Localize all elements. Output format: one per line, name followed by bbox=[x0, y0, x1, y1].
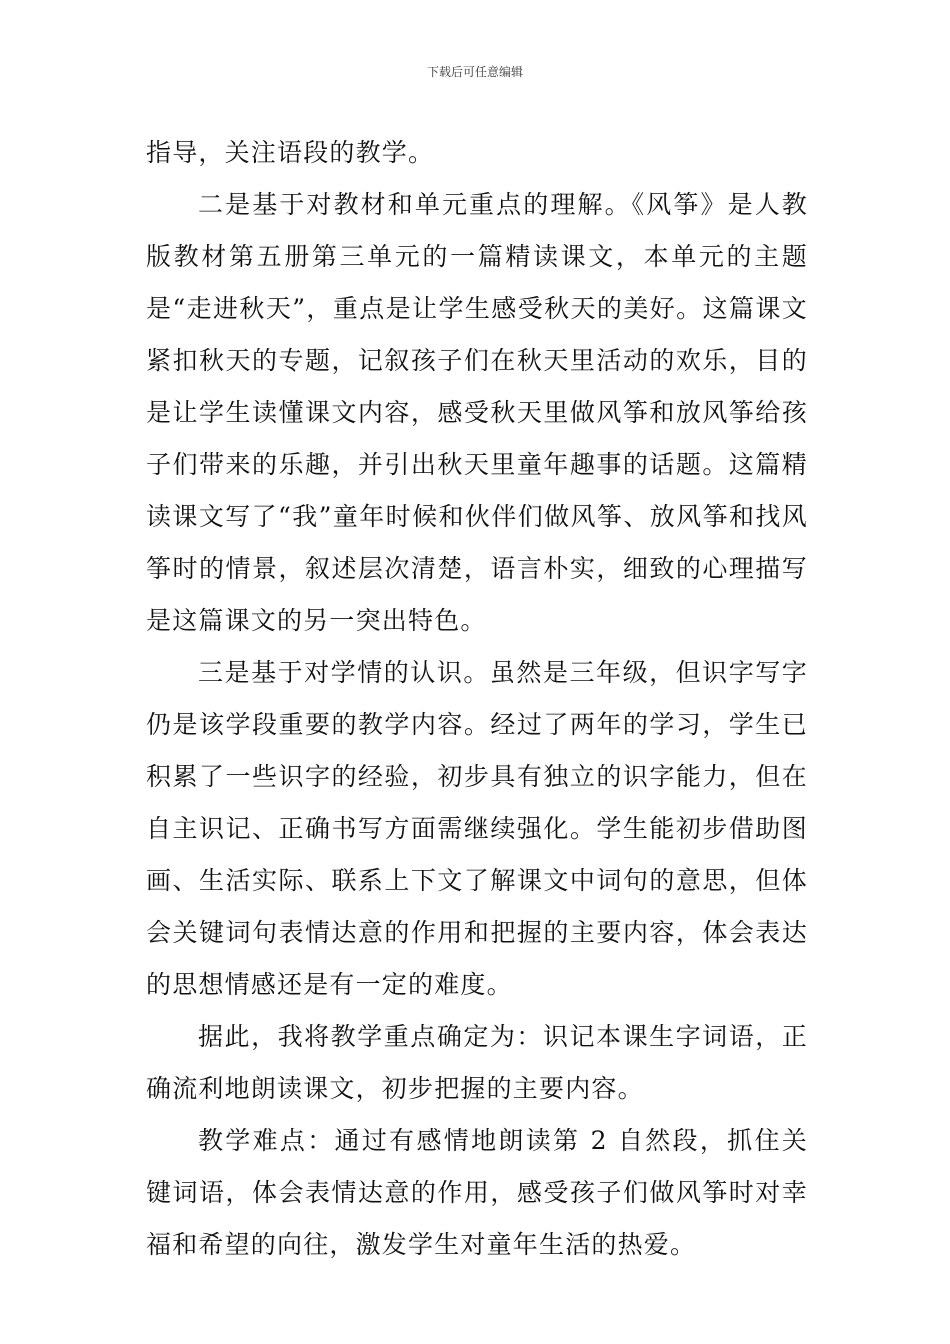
paragraph-textbook-analysis: 二是基于对教材和单元重点的理解。《风筝》是人教版教材第五册第三单元的一篇精读课文，本单元的主题是“走进秋天”，重点是让学生感受秋天的美好。这篇课文紧扣秋天的专题，记叙孩子们在秋天里活动的欢乐，目的是让学生读懂课文内容，感受秋天里做风筝和放风筝给孩子们带来的乐趣，并引出秋天里童年趣事的话题。这篇精读课文写了“我”童年时候和伙伴们做风筝、放风筝和找风筝时的情景，叙述层次清楚，语言朴实，细致的心理描写是这篇课文的另一突出特色。 bbox=[146, 190, 808, 635]
page-header: 下载后可任意编辑 bbox=[426, 65, 523, 79]
paragraph-continuation: 指导，关注语段的教学。 bbox=[146, 138, 435, 167]
paragraph-student-analysis: 三是基于对学情的认识。虽然是三年级，但识字写字仍是该学段重要的教学内容。经过了两年的学习，学生已积累了一些识字的经验，初步具有独立的识字能力，但在自主识记、正确书写方面需继续强化。学生能初步借助图画、生活实际、联系上下文了解课文中词句的意思，但体会关键词句表情达意的作用和把握的主要内容，体会表达的思想情感还是有一定的难度。 bbox=[146, 658, 808, 999]
paragraph-teaching-difficulty: 教学难点：通过有感情地朗读第 2 自然段，抓住关键词语，体会表情达意的作用，感受孩子们做风筝时对幸福和希望的向往，激发学生对童年生活的热爱。 bbox=[146, 1126, 808, 1259]
paragraph-teaching-focus: 据此，我将教学重点确定为：识记本课生字词语，正确流利地朗读课文，初步把握的主要内容。 bbox=[146, 1022, 808, 1103]
document-body bbox=[146, 127, 808, 1271]
